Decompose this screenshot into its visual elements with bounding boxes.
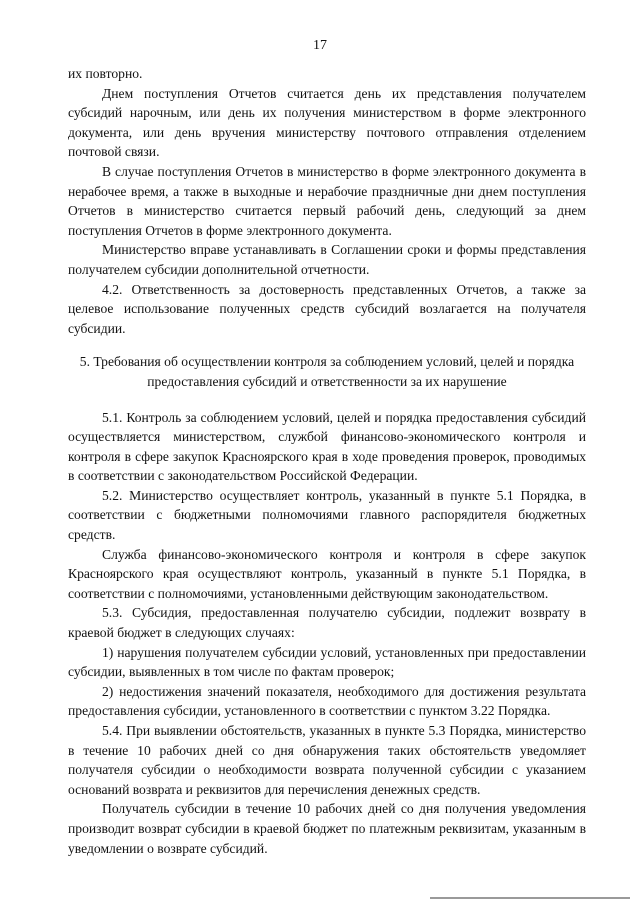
list-item: 2) недостижения значений показателя, необходимого для достижения результата предоставления субсидии, установленного в соответствии с пунктом 3.22 Порядка. — [68, 683, 586, 719]
paragraph: их повторно. — [68, 66, 143, 81]
paragraph: В случае поступления Отчетов в министерство в форме электронного документа в нерабочее время, а также в выходные и нерабочие праздничные дни днем поступления Отчетов в министерство считается первый рабочий день, следующий за днем поступления Отчетов в форме электронного документа. — [68, 163, 586, 238]
section-title: 5. Требования об осуществлении контроля за соблюдением условий, целей и порядка предоставления субсидий и ответственности за их нарушение — [79, 354, 575, 389]
document-body — [68, 64, 586, 858]
paragraph: 5.3. Субсидия, предоставленная получателю субсидии, подлежит возврату в краевой бюджет в следующих случаях: — [68, 605, 586, 641]
paragraph: Днем поступления Отчетов считается день их представления получателем субсидий нарочным, или день их получения министерством в форме электронного документа, или день вручения министерству почтового отправления отделением почтовой связи. — [68, 85, 586, 160]
page-number: 17 — [313, 38, 327, 53]
list-item: 1) нарушения получателем субсидии условий, установленных при предоставлении субсидии, выявленных в том числе по фактам проверок; — [68, 644, 586, 680]
paragraph: Получатель субсидии в течение 10 рабочих дней со дня получения уведомления производит возврат субсидии в краевой бюджет по платежным реквизитам, указанным в уведомлении о возврате субсидий. — [68, 801, 586, 856]
paragraph: Министерство вправе устанавливать в Соглашении сроки и формы представления получателем субсидии дополнительной отчетности. — [68, 242, 586, 277]
paragraph: 5.2. Министерство осуществляет контроль, указанный в пункте 5.1 Порядка, в соответствии с бюджетными полномочиями главного распорядителя бюджетных средств. — [68, 487, 586, 543]
paragraph: Служба финансово-экономического контроля и контроля в сфере закупок Красноярского края осуществляют контроль, указанный в пункте 5.1 Порядка, в соответствии с полномочиями, установленными действующим законодательством. — [68, 546, 586, 601]
paragraph: 4.2. Ответственность за достоверность представленных Отчетов, а также за целевое использование полученных средств субсидий возлагается на получателя субсидии. — [68, 281, 586, 336]
paragraph: 5.4. При выявлении обстоятельств, указанных в пункте 5.3 Порядка, министерство в течение 10 рабочих дней со дня обнаружения таких обстоятельств уведомляет получателя субсидии о необходимости возврата полученной субсидии с указанием оснований возврата и реквизитов для перечисления денежных средств. — [68, 723, 586, 797]
paragraph: 5.1. Контроль за соблюдением условий, целей и порядка предоставления субсидий осуществляется министерством, службой финансово-экономического контроля и контроля в сфере закупок Красноярского края в ходе проведения проверок, проводимых в соответствии с законодательством Российской Федерации. — [68, 409, 586, 484]
page-edge-line — [430, 897, 630, 899]
